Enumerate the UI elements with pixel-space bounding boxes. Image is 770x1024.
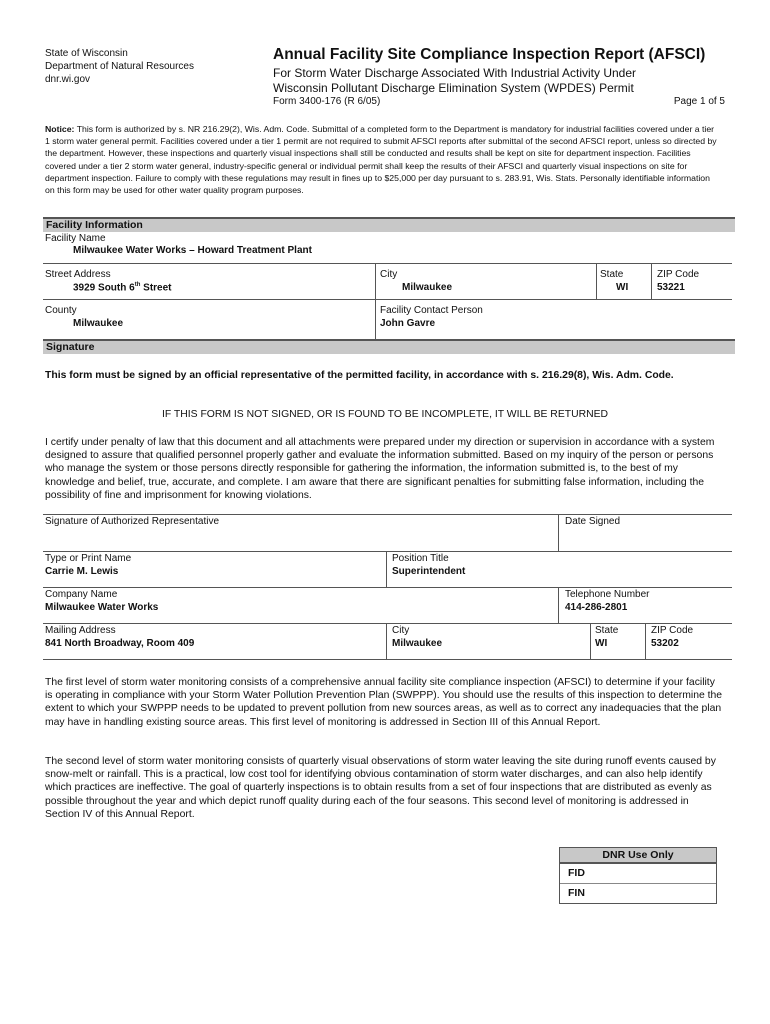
divider [43,263,732,264]
street-address-field[interactable] [73,282,172,293]
state-label: State [600,269,624,280]
certification-statement: I certify under penalty of law that this document and all attachments were prepared under my direction or supervision in accordance with a system designed to assure that qualified personnel properly gather and evaluate the information submitted. Based on my inquiry of the person or persons who manage the system or those persons directly responsible for gathering the information, the information submitted is, to the best of my knowledge and belief, true, accurate, and complete. I am aware that there are significant penalties for submitting false information, including the possibility of fine and imprisonment for knowing violations. [45,437,715,501]
authorized-signature-field[interactable] [45,530,555,550]
street-address-label: Street Address [45,269,111,280]
page-number: Page 1 of 5 [673,96,725,107]
divider [590,623,591,659]
facility-name-field[interactable]: Milwaukee Water Works – Howard Treatment Plant [73,245,312,256]
mailing-zip-label: ZIP Code [651,625,694,636]
divider [43,551,732,552]
divider [43,623,732,624]
mailing-address-label: Mailing Address [45,625,116,636]
must-sign-statement: This form must be signed by an official representative of the permitted facility, in accordance with s. 216.29(8), Wis. Adm. Code. [45,370,674,381]
divider [651,263,652,299]
contact-person-field[interactable]: John Gavre [380,318,436,329]
zip-label: ZIP Code [657,269,700,280]
monitoring-paragraph-2: The second level of storm water monitoring consists of quarterly visual observations of storm water leaving the site during runoff events caused by snow-melt or rainfall. This is a practical, low cost tool for identifying obvious contamination of storm water discharges, and can also help identify which practices are ineffective. The goal of quarterly inspections is to obtain results from a set of four inspections that are distributed as evenly as possible throughout the year and which depict runoff quality during each of the four seasons. This second level of monitoring is addressed in Section IV of this Annual Report. [45,756,716,820]
street-address-ordinal: th [134,282,141,288]
dnr-fin-field[interactable]: FIN [568,887,585,899]
dnr-fid-field[interactable]: FID [560,864,716,884]
mailing-zip-field[interactable]: 53202 [651,638,679,649]
incomplete-warning: IF THIS FORM IS NOT SIGNED, OR IS FOUND TO BE INCOMPLETE, IT WILL BE RETURNED [161,409,609,420]
subtitle-line-2: Wisconsin Pollutant Discharge Elimination System (WPDES) Permit [273,80,634,95]
telephone-label: Telephone Number [565,589,650,600]
date-signed-label: Date Signed [565,516,621,527]
divider [43,299,732,300]
mailing-state-field[interactable]: WI [595,638,608,649]
divider [375,299,376,339]
dnr-use-only-title: DNR Use Only [560,848,716,864]
notice-label: Notice: [45,124,75,134]
divider [43,659,732,660]
divider [375,263,376,299]
divider [596,263,597,299]
monitoring-paragraph-1: The first level of storm water monitoring consists of a comprehensive annual facility site compliance inspection (AFSCI) to determine if your facility is operating in compliance with your Storm Water Pollution Prevention Plan (SWPPP). You should use the results of this inspection to determine the extent to which your SWPPP needs to be updated to prevent pollution from new sources areas, as well as to correct any inadequacies that the plan may have in handling existing source areas. This first level of monitoring is addressed in Section III of this Annual Report. [45,677,723,728]
date-signed-field[interactable] [565,530,725,550]
divider [558,514,559,551]
zip-field[interactable]: 53221 [657,282,685,293]
agency-website: dnr.wi.gov [45,74,91,85]
print-name-field[interactable]: Carrie M. Lewis [45,566,119,577]
divider [645,623,646,659]
divider [43,587,732,588]
agency-department: Department of Natural Resources [45,61,194,72]
page-title: Annual Facility Site Compliance Inspection Report (AFSCI) [273,46,706,63]
divider [386,623,387,659]
county-label: County [45,305,77,316]
facility-section-header: Facility Information [43,217,735,232]
divider [386,551,387,587]
divider [43,514,732,515]
notice-text [45,123,720,196]
contact-person-label: Facility Contact Person [380,305,483,316]
street-address-suffix: Street [140,282,172,294]
authorized-signature-label: Signature of Authorized Representative [45,516,219,527]
signature-section-header: Signature [43,339,735,354]
state-field[interactable]: WI [616,282,629,293]
company-name-label: Company Name [45,589,118,600]
notice-body: This form is authorized by s. NR 216.29(2), Wis. Adm. Code. Submittal of a completed form to the Department is mandatory for industrial facilities covered under a tier 1 storm water general permit. Facilities covered under a tier 1 permit are not required to submit AFSCI reports after submittal of the second AFSCI report, unless so directed by the department. However, these inspections and quarterly visual inspections shall still be conducted and results shall be kept on site for department inspection. Facilities covered under a tier 2 storm water general, industry-specific general or individual permit shall keep the results of their AFSCI and quarterly visual inspections on site for department inspection. Failure to comply with these regulations may result in fines up to $25,000 per day pursuant to s. 283.91, Wis. Stats. Personally identifiable information on this form may be used for other water quality program purposes. [45,124,717,196]
facility-name-label: Facility Name [45,233,106,244]
mailing-state-label: State [595,625,619,636]
position-title-label: Position Title [392,553,449,564]
mailing-address-field[interactable]: 841 North Broadway, Room 409 [45,638,195,649]
form-number: Form 3400-176 (R 6/05) [273,96,381,107]
mailing-city-field[interactable]: Milwaukee [392,638,443,649]
print-name-label: Type or Print Name [45,553,132,564]
county-field[interactable]: Milwaukee [73,318,124,329]
agency-state: State of Wisconsin [45,48,128,59]
agency-block [45,47,194,86]
city-label: City [380,269,398,280]
page-subtitle [273,66,636,95]
company-name-field[interactable]: Milwaukee Water Works [45,602,159,613]
city-field[interactable]: Milwaukee [402,282,453,293]
telephone-field[interactable]: 414-286-2801 [565,602,628,613]
mailing-city-label: City [392,625,410,636]
dnr-use-only-box [559,847,717,904]
divider [558,587,559,623]
subtitle-line-1: For Storm Water Discharge Associated With Industrial Activity Under [273,66,637,80]
position-title-field[interactable]: Superintendent [392,566,466,577]
street-address-number: 3929 South 6 [73,282,135,294]
